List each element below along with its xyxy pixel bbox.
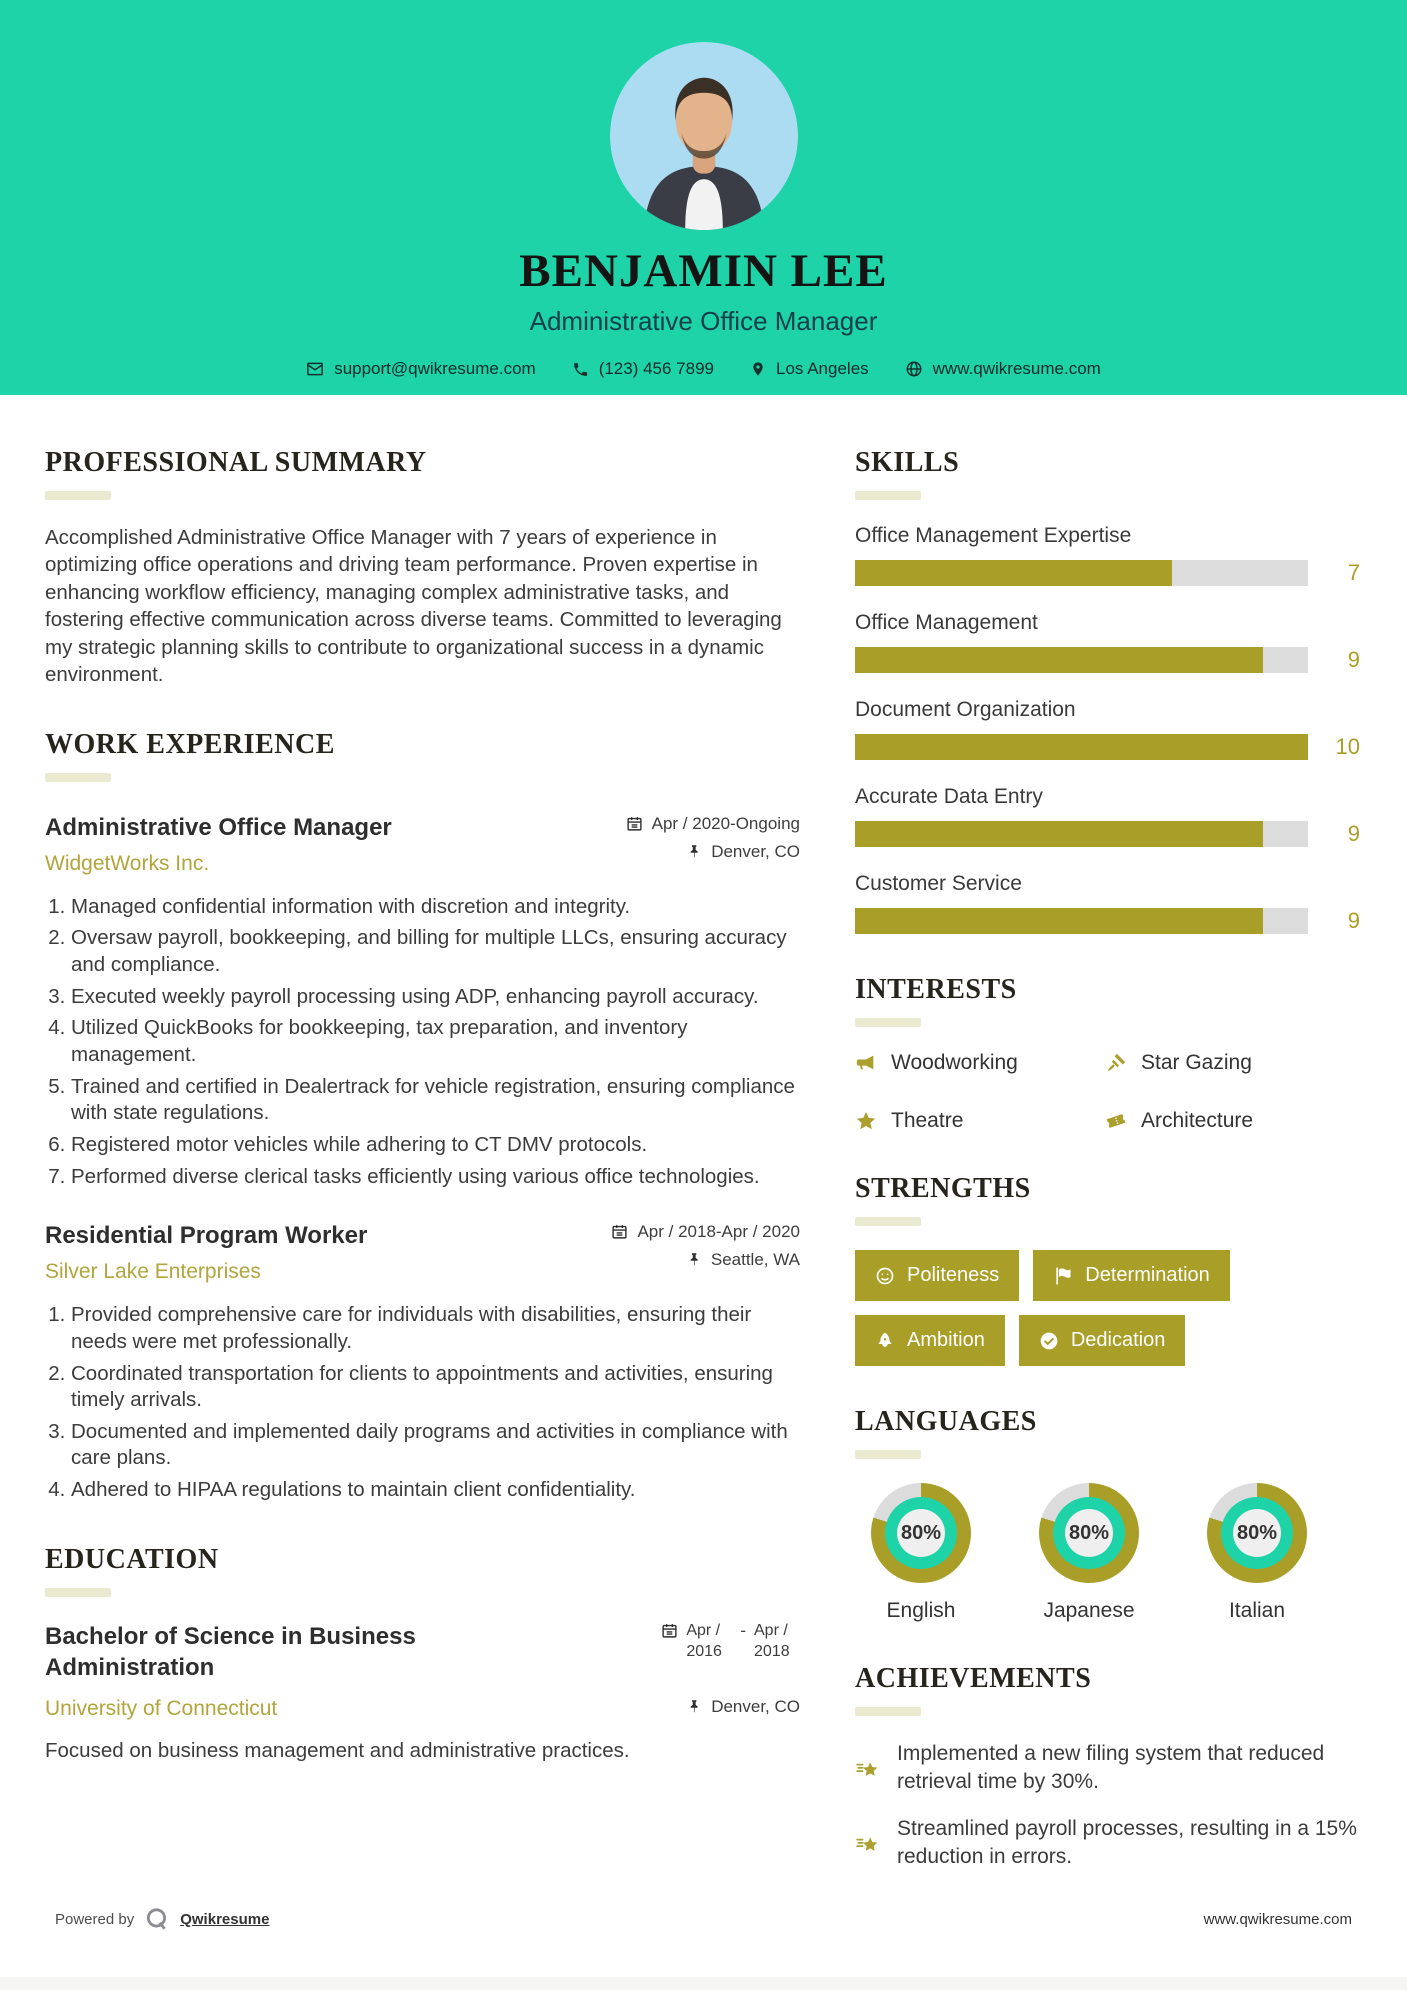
language-name: English (886, 1599, 956, 1622)
language-percent: 80% (1065, 1509, 1113, 1557)
skill-bar-fill (855, 908, 1263, 934)
candidate-job-title: Administrative Office Manager (529, 306, 878, 336)
education-dates (661, 1621, 800, 1663)
education-description: Focused on business management and administrative practices. (45, 1739, 630, 1763)
skill-level: 10 (1335, 734, 1360, 759)
heading-accent-dash (855, 1707, 921, 1716)
pushpin-icon (687, 843, 702, 860)
heading-accent-dash (855, 1018, 921, 1027)
language-donut-chart (1039, 1483, 1139, 1583)
skill-bar-track (855, 647, 1308, 673)
check-circle-icon (1039, 1331, 1059, 1351)
job-bullet: 4. Adhered to HIPAA regulations to maintain client confidentiality. (71, 1477, 800, 1504)
skill-bar-track (855, 560, 1308, 586)
language-item (1023, 1483, 1155, 1623)
rocket-icon (875, 1331, 895, 1351)
job-date-text: Apr / 2018-Apr / 2020 (637, 1222, 800, 1242)
heading-accent-dash (855, 491, 921, 500)
pushpin-icon (687, 1698, 702, 1715)
right-column (855, 447, 1360, 1911)
strength-label: Dedication (1070, 1329, 1166, 1351)
strength-label: Determination (1085, 1264, 1210, 1286)
skill-item (855, 524, 1360, 586)
strength-label: Ambition (907, 1329, 985, 1351)
job-title: Administrative Office Manager (45, 813, 392, 841)
candidate-name: BENJAMIN LEE (519, 245, 888, 297)
calendar-icon (611, 1223, 628, 1240)
strength-badge (1033, 1250, 1230, 1301)
interests-heading: INTERESTS (855, 974, 1017, 1005)
section-skills (855, 447, 1360, 934)
job-bullet: 3. Documented and implemented daily programs and activities in compliance with care plans. (71, 1419, 800, 1472)
language-percent: 80% (897, 1509, 945, 1557)
star-icon (855, 1110, 877, 1132)
achievement-text: Streamlined payroll processes, resulting in a 15% reduction in errors. (897, 1817, 1357, 1869)
skill-bar-fill (855, 560, 1172, 586)
job-location (687, 1250, 800, 1270)
section-languages (855, 1406, 1360, 1623)
flag-icon (1053, 1266, 1073, 1286)
job-date-text: Apr / 2020-Ongoing (651, 813, 800, 833)
job-title: Residential Program Worker (45, 1222, 368, 1250)
section-interests (855, 974, 1360, 1133)
education-degree: Bachelor of Science in Business Administration (45, 1622, 416, 1681)
section-achievements (855, 1663, 1360, 1871)
job-location-text: Denver, CO (711, 841, 800, 861)
job-bullet: 1. Provided comprehensive care for individuals with disabilities, ensuring their needs were met professionally. (71, 1302, 800, 1355)
job-company: WidgetWorks Inc. (45, 851, 210, 875)
skill-bar-fill (855, 734, 1308, 760)
section-strengths (855, 1173, 1360, 1366)
job-bullet: 3. Executed weekly payroll processing using ADP, enhancing payroll accuracy. (71, 984, 800, 1011)
page-footer (55, 1906, 1352, 1932)
interest-label: Star Gazing (1141, 1051, 1252, 1074)
heading-accent-dash (855, 1450, 921, 1459)
language-item (855, 1483, 987, 1623)
skill-item (855, 872, 1360, 934)
phone-icon (572, 361, 589, 378)
job-entry (45, 814, 800, 1190)
calendar-icon (626, 815, 643, 832)
work-heading: WORK EXPERIENCE (45, 728, 335, 760)
skills-heading: SKILLS (855, 447, 960, 478)
envelope-icon (306, 360, 324, 378)
skill-level: 9 (1347, 821, 1360, 846)
profile-photo (610, 42, 798, 230)
shooting-star-icon (855, 1742, 881, 1795)
achievements-heading: ACHIEVEMENTS (855, 1663, 1092, 1694)
calendar-icon (661, 1622, 678, 1639)
megaphone-icon (855, 1052, 877, 1074)
skill-name: Office Management Expertise (855, 524, 1132, 547)
skill-bar-track (855, 734, 1308, 760)
job-bullet-list (45, 1302, 800, 1503)
contact-location (750, 359, 869, 379)
job-location (687, 842, 800, 862)
smiley-icon (875, 1266, 895, 1286)
shooting-star-icon (855, 1817, 881, 1870)
job-entry (45, 1222, 800, 1503)
contact-website-text: www.qwikresume.com (932, 359, 1101, 378)
gavel-icon (1105, 1052, 1127, 1074)
language-name: Italian (1228, 1599, 1286, 1622)
language-percent: 80% (1233, 1509, 1281, 1557)
achievement-item (855, 1815, 1360, 1870)
globe-icon (905, 360, 923, 378)
skill-item (855, 698, 1360, 760)
contact-email-text: support@qwikresume.com (334, 359, 536, 378)
interest-item (1105, 1109, 1360, 1133)
left-column (45, 447, 800, 1911)
skill-bar-track (855, 908, 1308, 934)
strength-badge (1019, 1315, 1186, 1366)
contact-email[interactable] (306, 359, 536, 379)
language-donut-chart (871, 1483, 971, 1583)
job-bullet: 2. Oversaw payroll, bookkeeping, and billing for multiple LLCs, ensuring accuracy and compliance. (71, 925, 800, 978)
strengths-heading: STRENGTHS (855, 1173, 1031, 1204)
skill-name: Customer Service (855, 872, 1022, 895)
education-location (687, 1697, 800, 1717)
summary-heading: PROFESSIONAL SUMMARY (45, 447, 427, 478)
section-professional-summary (45, 447, 800, 689)
strength-badge (855, 1250, 1019, 1301)
job-date (626, 814, 800, 834)
pushpin-icon (687, 1251, 702, 1268)
interest-label: Woodworking (891, 1051, 1018, 1074)
skill-name: Accurate Data Entry (855, 785, 1043, 808)
contact-phone[interactable] (572, 359, 714, 379)
interest-item (855, 1051, 1105, 1075)
education-date-separator: - (740, 1620, 746, 1640)
language-name: Japanese (1043, 1599, 1135, 1622)
summary-text: Accomplished Administrative Office Manager with 7 years of experience in optimizing office operations and driving team performance. Proven expertise in enhancing workflow efficiency, managing complex administrative tasks, and fostering effective communication across diverse teams. Committed to leveraging my strategic planning skills to contribute to organizational success in a dynamic environment. (45, 526, 782, 687)
strength-label: Politeness (907, 1264, 1000, 1286)
languages-heading: LANGUAGES (855, 1406, 1037, 1437)
interest-item (855, 1109, 1105, 1133)
job-bullet: 7. Performed diverse clerical tasks efficiently using various office technologies. (71, 1164, 800, 1191)
achievement-item (855, 1740, 1360, 1795)
location-pin-icon (750, 360, 766, 378)
bottom-strip (0, 1977, 1407, 1990)
interest-item (1105, 1051, 1360, 1075)
section-work-experience (45, 729, 800, 1504)
language-donut-chart (1207, 1483, 1307, 1583)
header-banner (0, 0, 1407, 395)
powered-by-label: Powered by (55, 1910, 135, 1928)
job-date (611, 1222, 800, 1242)
job-bullet: 4. Utilized QuickBooks for bookkeeping, tax preparation, and inventory management. (71, 1015, 800, 1068)
education-location-text: Denver, CO (711, 1697, 800, 1717)
heading-accent-dash (45, 1588, 111, 1597)
contact-row (0, 359, 1407, 379)
skill-bar-track (855, 821, 1308, 847)
interest-label: Theatre (891, 1109, 964, 1132)
job-location-text: Seattle, WA (710, 1250, 800, 1270)
qwikresume-link[interactable]: Qwikresume (180, 1910, 270, 1928)
resume-body (0, 395, 1407, 1911)
language-item (1191, 1483, 1323, 1623)
achievement-text: Implemented a new filing system that reduced retrieval time by 30%. (897, 1742, 1325, 1793)
education-date-start: Apr / 2016 (686, 1621, 722, 1660)
job-bullet: 5. Trained and certified in Dealertrack for vehicle registration, ensuring compliance with state regulations. (71, 1074, 800, 1127)
skill-item (855, 611, 1360, 673)
footer-site-link[interactable]: www.qwikresume.com (1203, 1910, 1352, 1928)
contact-location-text: Los Angeles (776, 359, 869, 378)
job-bullet: 1. Managed confidential information with discretion and integrity. (71, 894, 800, 921)
interest-label: Architecture (1141, 1109, 1254, 1132)
job-bullet: 6. Registered motor vehicles while adhering to CT DMV protocols. (71, 1132, 800, 1159)
contact-phone-text: (123) 456 7899 (598, 359, 715, 378)
heading-accent-dash (45, 773, 111, 782)
contact-website[interactable] (905, 359, 1101, 379)
education-school: University of Connecticut (45, 1697, 278, 1721)
education-heading: EDUCATION (45, 1543, 219, 1575)
skill-bar-fill (855, 821, 1263, 847)
job-bullet: 2. Coordinated transportation for clients to appointments and activities, ensuring timely arrivals. (71, 1361, 800, 1414)
strength-badge (855, 1315, 1005, 1366)
qwikresume-logo-icon (144, 1906, 170, 1932)
job-bullet-list (45, 894, 800, 1190)
skill-name: Office Management (855, 611, 1038, 634)
section-education (45, 1544, 800, 1763)
skill-bar-fill (855, 647, 1263, 673)
job-company: Silver Lake Enterprises (45, 1260, 261, 1284)
heading-accent-dash (855, 1217, 921, 1226)
skill-level: 9 (1347, 647, 1360, 672)
skill-item (855, 785, 1360, 847)
education-date-end: Apr / 2018 (754, 1621, 790, 1660)
skill-level: 9 (1347, 908, 1360, 933)
skill-name: Document Organization (855, 698, 1076, 721)
ticket-icon (1105, 1110, 1127, 1132)
skill-level: 7 (1347, 560, 1360, 585)
heading-accent-dash (45, 491, 111, 500)
